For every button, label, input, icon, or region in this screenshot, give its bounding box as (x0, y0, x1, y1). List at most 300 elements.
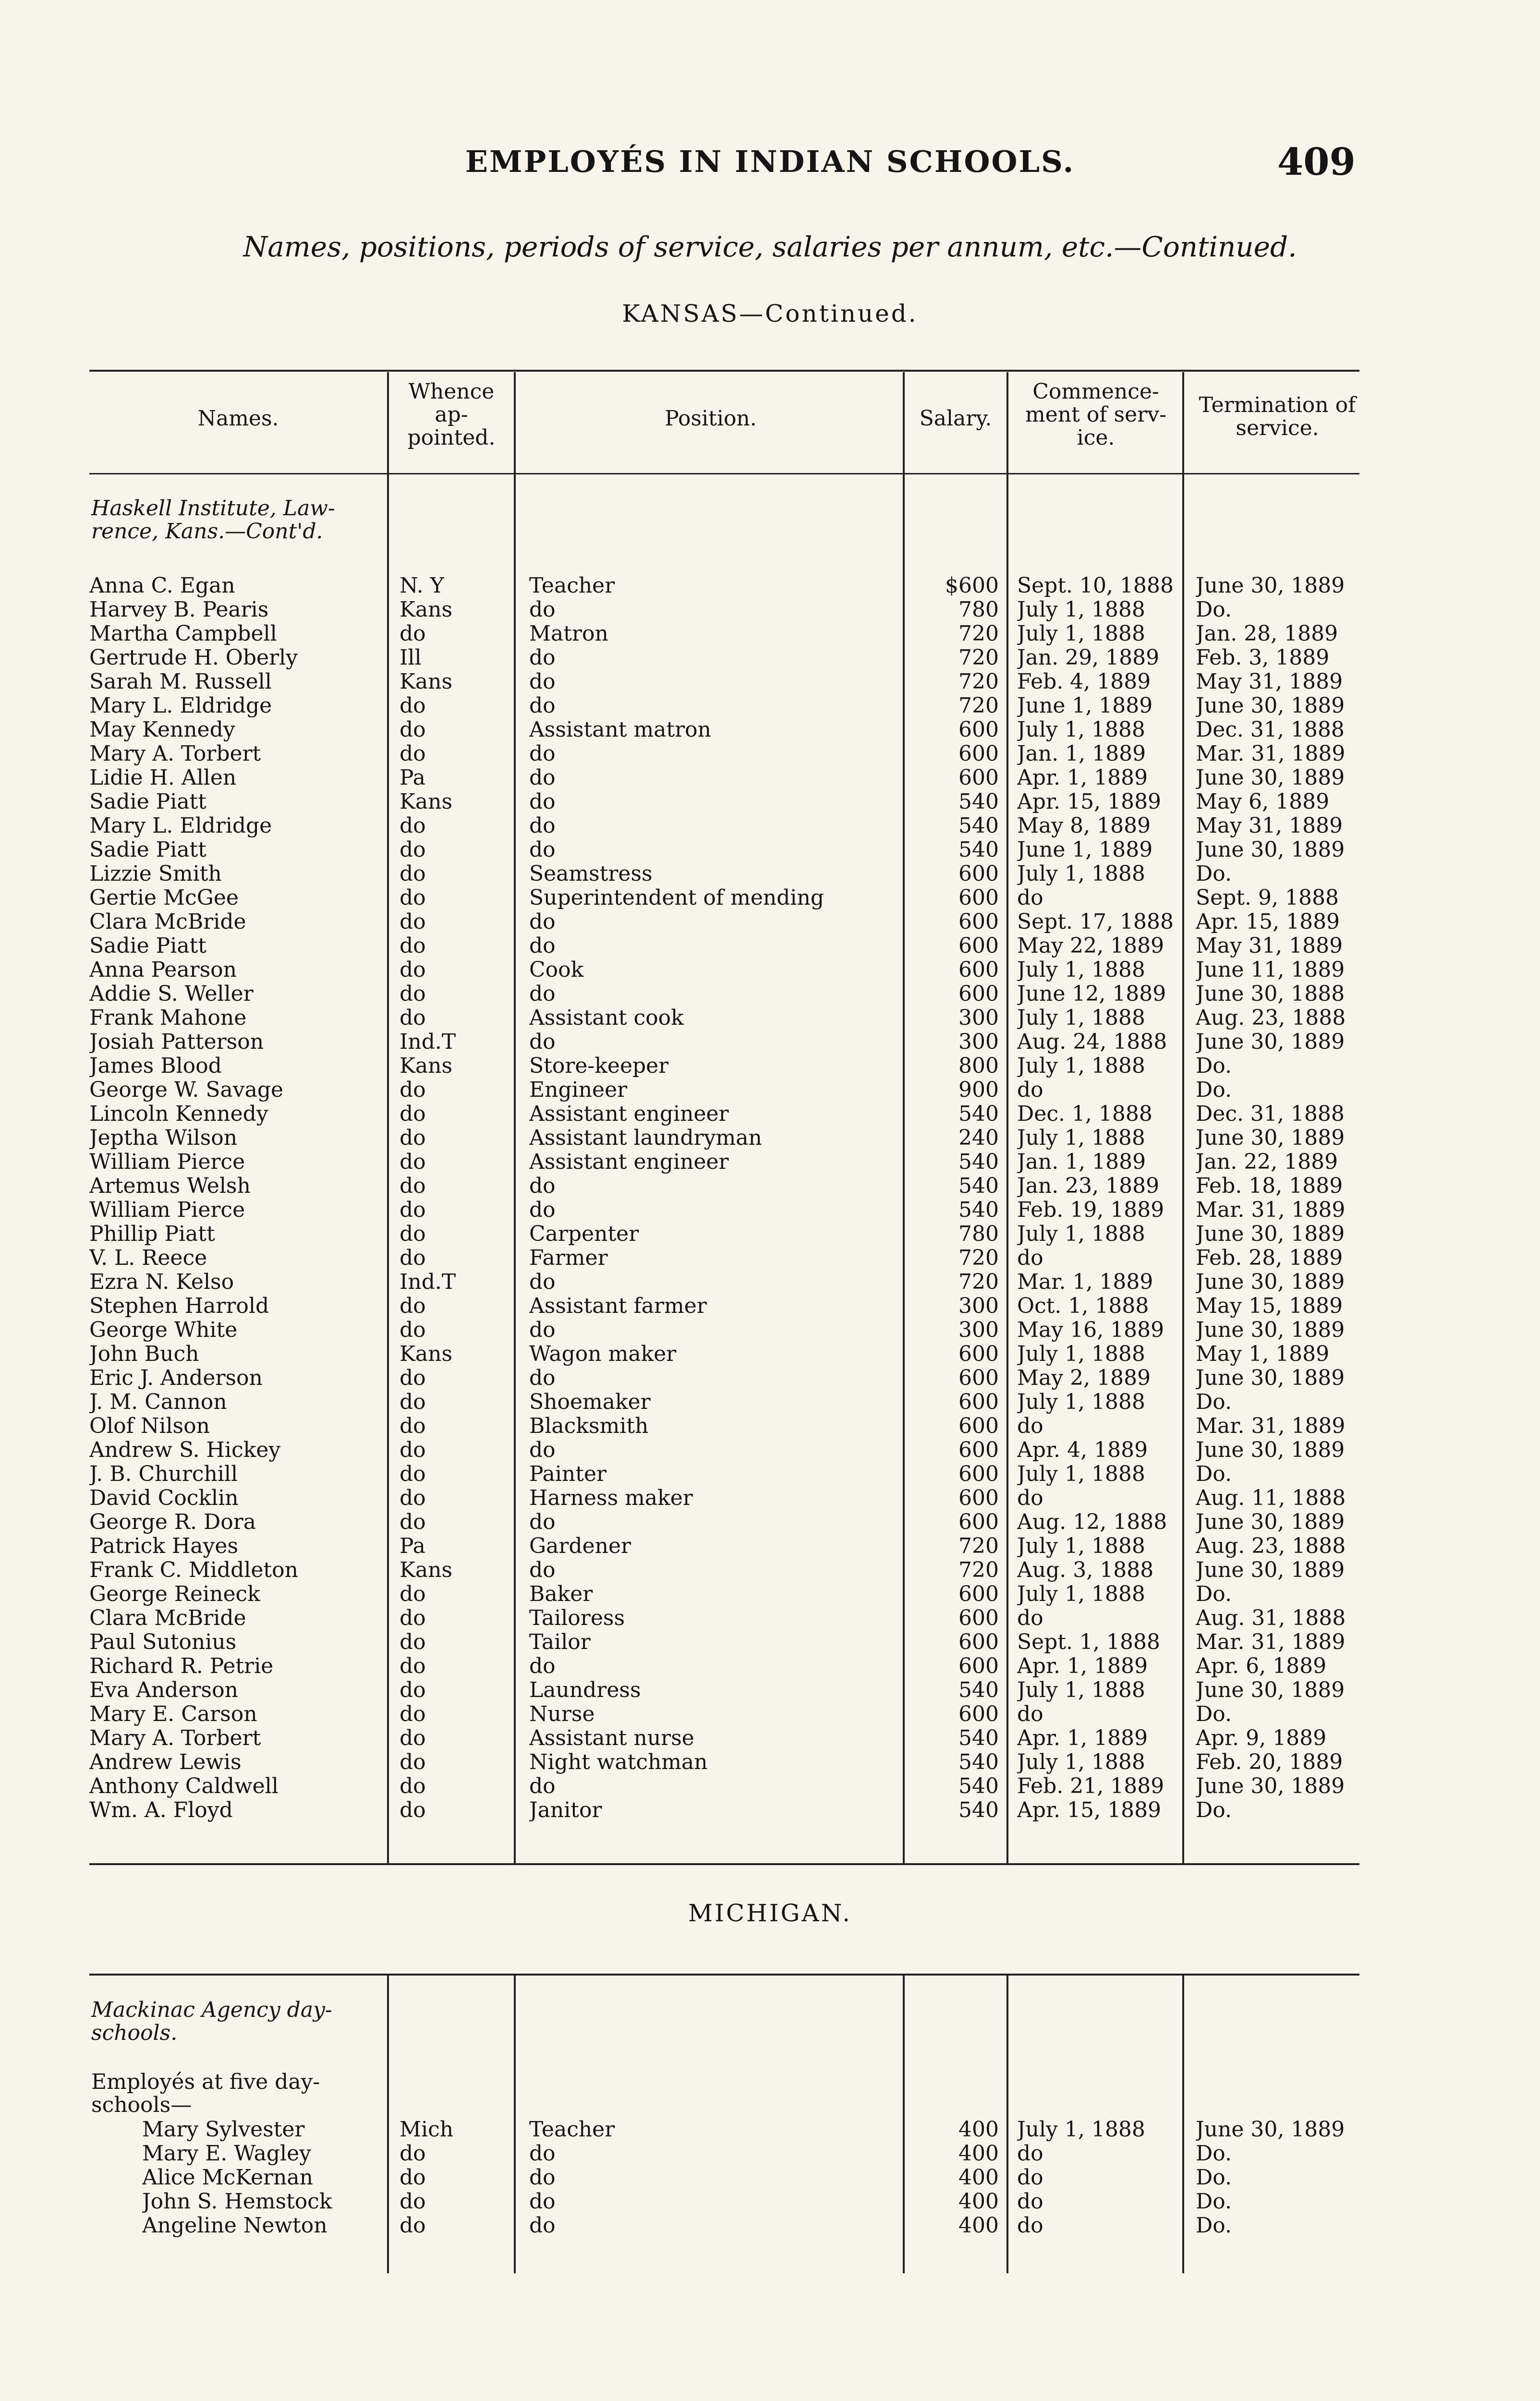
whence-appointed: do (400, 742, 426, 766)
salary-value: 400 (958, 2118, 999, 2142)
position-title: do (529, 2190, 556, 2214)
employee-name: Mary L. Eldridge (89, 694, 272, 718)
whence-appointed: do (400, 1582, 426, 1606)
whence-appointed: do (400, 1318, 426, 1342)
commencement-date: July 1, 1888 (1017, 1390, 1145, 1414)
whence-appointed: do (400, 814, 426, 838)
table-row (0, 574, 1540, 598)
position-title: Store-keeper (529, 1054, 669, 1078)
position-title: Engineer (529, 1078, 628, 1102)
salary-value: 600 (958, 1654, 999, 1678)
salary-value: 540 (958, 1150, 999, 1174)
table-row (0, 1510, 1540, 1534)
employee-name: Eric J. Anderson (89, 1366, 263, 1390)
table-bottom-rule (89, 1863, 1359, 1865)
table-row (0, 766, 1540, 790)
commencement-date: Dec. 1, 1888 (1017, 1102, 1152, 1126)
position-title: Assistant engineer (529, 1102, 729, 1126)
whence-appointed: do (400, 1726, 426, 1750)
salary-value: 600 (958, 934, 999, 958)
whence-appointed: do (400, 1798, 426, 1822)
table-row (0, 670, 1540, 694)
position-title: Carpenter (529, 1222, 639, 1246)
employee-name: Martha Campbell (89, 622, 277, 646)
table-row (0, 1390, 1540, 1414)
position-title: Shoemaker (529, 1390, 651, 1414)
whence-appointed: do (400, 910, 426, 934)
commencement-date: do (1017, 2142, 1043, 2166)
commencement-date: Sept. 1, 1888 (1017, 1630, 1160, 1654)
whence-appointed: Kans (400, 1054, 453, 1078)
termination-date: Jan. 22, 1889 (1196, 1150, 1338, 1174)
whence-appointed: do (400, 1486, 426, 1510)
employee-name: Mary E. Carson (89, 1702, 257, 1726)
salary-value: 400 (958, 2190, 999, 2214)
termination-date: Apr. 6, 1889 (1196, 1654, 1327, 1678)
commencement-date: Feb. 21, 1889 (1017, 1774, 1164, 1798)
salary-value: 600 (958, 718, 999, 742)
termination-date: June 30, 1889 (1196, 1366, 1345, 1390)
termination-date: Feb. 3, 1889 (1196, 646, 1330, 670)
commencement-date: July 1, 1888 (1017, 598, 1145, 622)
termination-date: Mar. 31, 1889 (1196, 742, 1346, 766)
termination-date: Do. (1196, 1054, 1232, 1078)
whence-appointed: do (400, 2166, 426, 2190)
whence-appointed: do (400, 1438, 426, 1462)
position-title: do (529, 1318, 556, 1342)
termination-date: May 1, 1889 (1196, 1342, 1330, 1366)
position-title: do (529, 1438, 556, 1462)
commencement-date: do (1017, 1606, 1043, 1630)
termination-date: May 31, 1889 (1196, 670, 1343, 694)
termination-date: May 31, 1889 (1196, 814, 1343, 838)
whence-appointed: do (400, 1606, 426, 1630)
header-position: Position. (665, 406, 757, 431)
employee-name: George Reineck (89, 1582, 260, 1606)
salary-value: 540 (958, 1798, 999, 1822)
termination-date: June 30, 1889 (1196, 1438, 1345, 1462)
employee-name: V. L. Reece (89, 1246, 207, 1270)
employee-name: James Blood (89, 1054, 222, 1078)
table-row (0, 910, 1540, 934)
salary-value: 540 (958, 1726, 999, 1750)
header-names: Names. (197, 406, 279, 431)
position-title: Teacher (529, 574, 615, 598)
table-row (0, 1534, 1540, 1558)
salary-value: 540 (958, 838, 999, 862)
subsection-five-day-schools: Employés at five day- schools— (91, 2070, 320, 2117)
table-row (0, 2214, 1540, 2238)
position-title: do (529, 766, 556, 790)
termination-date: June 30, 1889 (1196, 1030, 1345, 1054)
commencement-date: do (1017, 1078, 1043, 1102)
whence-appointed: do (400, 1126, 426, 1150)
termination-date: June 11, 1889 (1196, 958, 1345, 982)
termination-date: June 30, 1889 (1196, 574, 1345, 598)
table-row (0, 1030, 1540, 1054)
employee-name: Alice McKernan (142, 2166, 313, 2190)
table-row (0, 2190, 1540, 2214)
table-row (0, 1774, 1540, 1798)
page-number: 409 (1277, 140, 1356, 184)
table-row (0, 862, 1540, 886)
position-title: Assistant matron (529, 718, 712, 742)
commencement-date: July 1, 1888 (1017, 1222, 1145, 1246)
table-row (0, 1150, 1540, 1174)
whence-appointed: do (400, 1102, 426, 1126)
salary-value: 800 (958, 1054, 999, 1078)
commencement-date: Apr. 1, 1889 (1017, 1654, 1148, 1678)
termination-date: May 6, 1889 (1196, 790, 1330, 814)
salary-value: 720 (958, 622, 999, 646)
commencement-date: do (1017, 2190, 1043, 2214)
employee-name: George White (89, 1318, 238, 1342)
position-title: Teacher (529, 2118, 615, 2142)
termination-date: May 31, 1889 (1196, 934, 1343, 958)
employee-name: Sadie Piatt (89, 934, 206, 958)
table-row (0, 646, 1540, 670)
salary-value: 600 (958, 958, 999, 982)
table-row (0, 1294, 1540, 1318)
whence-appointed: do (400, 1198, 426, 1222)
employee-name: John Buch (89, 1342, 199, 1366)
position-title: do (529, 694, 556, 718)
employee-name: Andrew S. Hickey (89, 1438, 281, 1462)
header-commencement: Commence- ment of serv- ice. (1025, 379, 1166, 450)
position-title: Tailor (529, 1630, 591, 1654)
position-title: do (529, 1270, 556, 1294)
employee-name: Sadie Piatt (89, 790, 206, 814)
position-title: do (529, 2214, 556, 2238)
position-title: Matron (529, 622, 608, 646)
whence-appointed: do (400, 1294, 426, 1318)
commencement-date: Aug. 24, 1888 (1017, 1030, 1167, 1054)
termination-date: Jan. 28, 1889 (1196, 622, 1338, 646)
employee-name: Olof Nilson (89, 1414, 210, 1438)
whence-appointed: do (400, 1750, 426, 1774)
whence-appointed: do (400, 886, 426, 910)
commencement-date: July 1, 1888 (1017, 862, 1145, 886)
position-title: do (529, 1510, 556, 1534)
termination-date: June 30, 1889 (1196, 1270, 1345, 1294)
salary-value: 600 (958, 910, 999, 934)
termination-date: Feb. 18, 1889 (1196, 1174, 1343, 1198)
employee-name: John S. Hemstock (142, 2190, 332, 2214)
termination-date: Aug. 23, 1888 (1196, 1006, 1346, 1030)
section-mackinac-agency: Mackinac Agency day- schools. (91, 1998, 332, 2045)
salary-value: 600 (958, 742, 999, 766)
employee-name: Frank Mahone (89, 1006, 247, 1030)
termination-date: Mar. 31, 1889 (1196, 1198, 1346, 1222)
salary-value: 600 (958, 1486, 999, 1510)
table-row (0, 958, 1540, 982)
commencement-date: July 1, 1888 (1017, 1534, 1145, 1558)
employee-name: Josiah Patterson (89, 1030, 264, 1054)
employee-name: Frank C. Middleton (89, 1558, 298, 1582)
termination-date: Do. (1196, 2142, 1232, 2166)
salary-value: 600 (958, 1510, 999, 1534)
salary-value: 600 (958, 886, 999, 910)
commencement-date: Apr. 1, 1889 (1017, 766, 1148, 790)
salary-value: 600 (958, 766, 999, 790)
salary-value: 300 (958, 1294, 999, 1318)
whence-appointed: do (400, 862, 426, 886)
employee-name: Lidie H. Allen (89, 766, 237, 790)
michigan-top-rule (89, 1974, 1359, 1976)
commencement-date: Feb. 4, 1889 (1017, 670, 1151, 694)
employee-name: Stephen Harrold (89, 1294, 269, 1318)
employee-name: Wm. A. Floyd (89, 1798, 233, 1822)
employee-name: Richard R. Petrie (89, 1654, 274, 1678)
termination-date: Dec. 31, 1888 (1196, 1102, 1345, 1126)
commencement-date: Apr. 15, 1889 (1017, 790, 1162, 814)
termination-date: June 30, 1889 (1196, 2118, 1345, 2142)
termination-date: June 30, 1889 (1196, 766, 1345, 790)
termination-date: June 30, 1889 (1196, 1318, 1345, 1342)
position-title: do (529, 814, 556, 838)
position-title: do (529, 1030, 556, 1054)
commencement-date: do (1017, 1246, 1043, 1270)
commencement-date: May 22, 1889 (1017, 934, 1164, 958)
salary-value: 540 (958, 1102, 999, 1126)
position-title: Assistant nurse (529, 1726, 694, 1750)
salary-value: 600 (958, 862, 999, 886)
whence-appointed: Kans (400, 790, 453, 814)
whence-appointed: Pa (400, 766, 425, 790)
table-row (0, 982, 1540, 1006)
whence-appointed: do (400, 2214, 426, 2238)
employee-name: Mary L. Eldridge (89, 814, 272, 838)
table-row (0, 1582, 1540, 1606)
salary-value: 240 (958, 1126, 999, 1150)
salary-value: 540 (958, 1198, 999, 1222)
termination-date: Aug. 11, 1888 (1196, 1486, 1346, 1510)
salary-value: 720 (958, 1270, 999, 1294)
salary-value: 400 (958, 2166, 999, 2190)
commencement-date: Apr. 4, 1889 (1017, 1438, 1148, 1462)
table-row (0, 1654, 1540, 1678)
table-row (0, 1606, 1540, 1630)
position-title: do (529, 598, 556, 622)
whence-appointed: Ill (400, 646, 422, 670)
salary-value: 600 (958, 1366, 999, 1390)
commencement-date: July 1, 1888 (1017, 1054, 1145, 1078)
commencement-date: do (1017, 1486, 1043, 1510)
employee-name: George R. Dora (89, 1510, 256, 1534)
position-title: do (529, 1366, 556, 1390)
commencement-date: Jan. 29, 1889 (1017, 646, 1160, 670)
employee-name: J. B. Churchill (89, 1462, 238, 1486)
termination-date: Do. (1196, 2190, 1232, 2214)
employee-name: Lincoln Kennedy (89, 1102, 268, 1126)
whence-appointed: do (400, 622, 426, 646)
salary-value: 600 (958, 1462, 999, 1486)
commencement-date: Oct. 1, 1888 (1017, 1294, 1149, 1318)
whence-appointed: do (400, 1222, 426, 1246)
employee-name: Phillip Piatt (89, 1222, 215, 1246)
table-row (0, 1462, 1540, 1486)
commencement-date: July 1, 1888 (1017, 1750, 1145, 1774)
termination-date: Do. (1196, 2214, 1232, 2238)
termination-date: Mar. 31, 1889 (1196, 1414, 1346, 1438)
employee-name: J. M. Cannon (89, 1390, 227, 1414)
commencement-date: July 1, 1888 (1017, 1582, 1145, 1606)
position-title: do (529, 1558, 556, 1582)
salary-value: 600 (958, 1606, 999, 1630)
employee-name: William Pierce (89, 1150, 245, 1174)
whence-appointed: do (400, 1078, 426, 1102)
employee-name: William Pierce (89, 1198, 245, 1222)
position-title: Janitor (529, 1798, 602, 1822)
salary-value: 720 (958, 670, 999, 694)
employee-name: Gertie McGee (89, 886, 239, 910)
position-title: Seamstress (529, 862, 653, 886)
salary-value: 720 (958, 646, 999, 670)
termination-date: Apr. 9, 1889 (1196, 1726, 1327, 1750)
employee-name: Mary A. Torbert (89, 742, 261, 766)
position-title: do (529, 838, 556, 862)
table-row (0, 718, 1540, 742)
table-row (0, 886, 1540, 910)
table-row (0, 2118, 1540, 2142)
employee-name: Gertrude H. Oberly (89, 646, 298, 670)
position-title: Gardener (529, 1534, 631, 1558)
table-row (0, 1438, 1540, 1462)
position-title: Assistant laundryman (529, 1126, 762, 1150)
commencement-date: do (1017, 1702, 1043, 1726)
commencement-date: July 1, 1888 (1017, 1006, 1145, 1030)
header-termination: Termination of service. (1199, 393, 1356, 440)
termination-date: Do. (1196, 1078, 1232, 1102)
whence-appointed: Kans (400, 1342, 453, 1366)
commencement-date: Aug. 12, 1888 (1017, 1510, 1167, 1534)
table-row (0, 1078, 1540, 1102)
whence-appointed: Ind.T (400, 1030, 456, 1054)
commencement-date: Aug. 3, 1888 (1017, 1558, 1154, 1582)
position-title: Blacksmith (529, 1414, 649, 1438)
whence-appointed: Kans (400, 670, 453, 694)
position-title: do (529, 2142, 556, 2166)
table-row (0, 1342, 1540, 1366)
salary-value: 600 (958, 1342, 999, 1366)
termination-date: June 30, 1889 (1196, 1558, 1345, 1582)
table-row (0, 694, 1540, 718)
termination-date: June 30, 1889 (1196, 1678, 1345, 1702)
termination-date: June 30, 1888 (1196, 982, 1345, 1006)
employee-name: Sadie Piatt (89, 838, 206, 862)
position-title: do (529, 1654, 556, 1678)
table-row (0, 1414, 1540, 1438)
whence-appointed: do (400, 1366, 426, 1390)
commencement-date: July 1, 1888 (1017, 1462, 1145, 1486)
commencement-date: July 1, 1888 (1017, 1126, 1145, 1150)
whence-appointed: do (400, 1414, 426, 1438)
whence-appointed: do (400, 1462, 426, 1486)
whence-appointed: do (400, 2142, 426, 2166)
kansas-heading: KANSAS—Continued. (622, 300, 918, 327)
employee-name: Andrew Lewis (89, 1750, 242, 1774)
employee-name: Mary A. Torbert (89, 1726, 261, 1750)
table-row (0, 1006, 1540, 1030)
termination-date: June 30, 1889 (1196, 694, 1345, 718)
commencement-date: July 1, 1888 (1017, 2118, 1145, 2142)
employee-name: Sarah M. Russell (89, 670, 272, 694)
table-row (0, 2166, 1540, 2190)
termination-date: Feb. 28, 1889 (1196, 1246, 1343, 1270)
commencement-date: Apr. 1, 1889 (1017, 1726, 1148, 1750)
table-row (0, 1558, 1540, 1582)
position-title: Tailoress (529, 1606, 625, 1630)
position-title: do (529, 1774, 556, 1798)
commencement-date: Sept. 17, 1888 (1017, 910, 1174, 934)
termination-date: June 30, 1889 (1196, 1774, 1345, 1798)
commencement-date: June 1, 1889 (1017, 694, 1153, 718)
table-row (0, 1102, 1540, 1126)
employee-name: Anna C. Egan (89, 574, 235, 598)
employee-name: Anthony Caldwell (89, 1774, 279, 1798)
position-title: Superintendent of mending (529, 886, 825, 910)
position-title: Baker (529, 1582, 593, 1606)
commencement-date: June 1, 1889 (1017, 838, 1153, 862)
table-row (0, 1222, 1540, 1246)
position-title: Farmer (529, 1246, 608, 1270)
termination-date: Do. (1196, 1702, 1232, 1726)
termination-date: Feb. 20, 1889 (1196, 1750, 1343, 1774)
termination-date: Do. (1196, 862, 1232, 886)
whence-appointed: do (400, 1246, 426, 1270)
whence-appointed: Pa (400, 1534, 425, 1558)
commencement-date: July 1, 1888 (1017, 958, 1145, 982)
employee-name: Clara McBride (89, 910, 246, 934)
position-title: do (529, 790, 556, 814)
whence-appointed: Kans (400, 598, 453, 622)
termination-date: May 15, 1889 (1196, 1294, 1343, 1318)
salary-value: 540 (958, 790, 999, 814)
whence-appointed: do (400, 958, 426, 982)
whence-appointed: do (400, 718, 426, 742)
salary-value: 540 (958, 1750, 999, 1774)
michigan-heading: MICHIGAN. (688, 1899, 852, 1927)
commencement-date: July 1, 1888 (1017, 1678, 1145, 1702)
position-title: Laundress (529, 1678, 641, 1702)
commencement-date: Jan. 23, 1889 (1017, 1174, 1160, 1198)
commencement-date: July 1, 1888 (1017, 718, 1145, 742)
table-row (0, 742, 1540, 766)
salary-value: 540 (958, 1174, 999, 1198)
section-haskell-institute: Haskell Institute, Law- rence, Kans.—Cont'd. (91, 496, 335, 544)
salary-value: 540 (958, 814, 999, 838)
salary-value: 780 (958, 1222, 999, 1246)
table-row (0, 1486, 1540, 1510)
table-row (0, 1750, 1540, 1774)
position-title: do (529, 982, 556, 1006)
termination-date: Do. (1196, 1798, 1232, 1822)
position-title: do (529, 2166, 556, 2190)
employee-name: Mary Sylvester (142, 2118, 305, 2142)
position-title: do (529, 1198, 556, 1222)
employee-name: Addie S. Weller (89, 982, 254, 1006)
commencement-date: Jan. 1, 1889 (1017, 1150, 1146, 1174)
salary-value: 300 (958, 1030, 999, 1054)
position-title: Painter (529, 1462, 607, 1486)
commencement-date: do (1017, 1414, 1043, 1438)
termination-date: June 30, 1889 (1196, 1510, 1345, 1534)
table-row (0, 1798, 1540, 1822)
commencement-date: May 2, 1889 (1017, 1366, 1151, 1390)
whence-appointed: do (400, 1510, 426, 1534)
table-row (0, 790, 1540, 814)
commencement-date: do (1017, 2214, 1043, 2238)
